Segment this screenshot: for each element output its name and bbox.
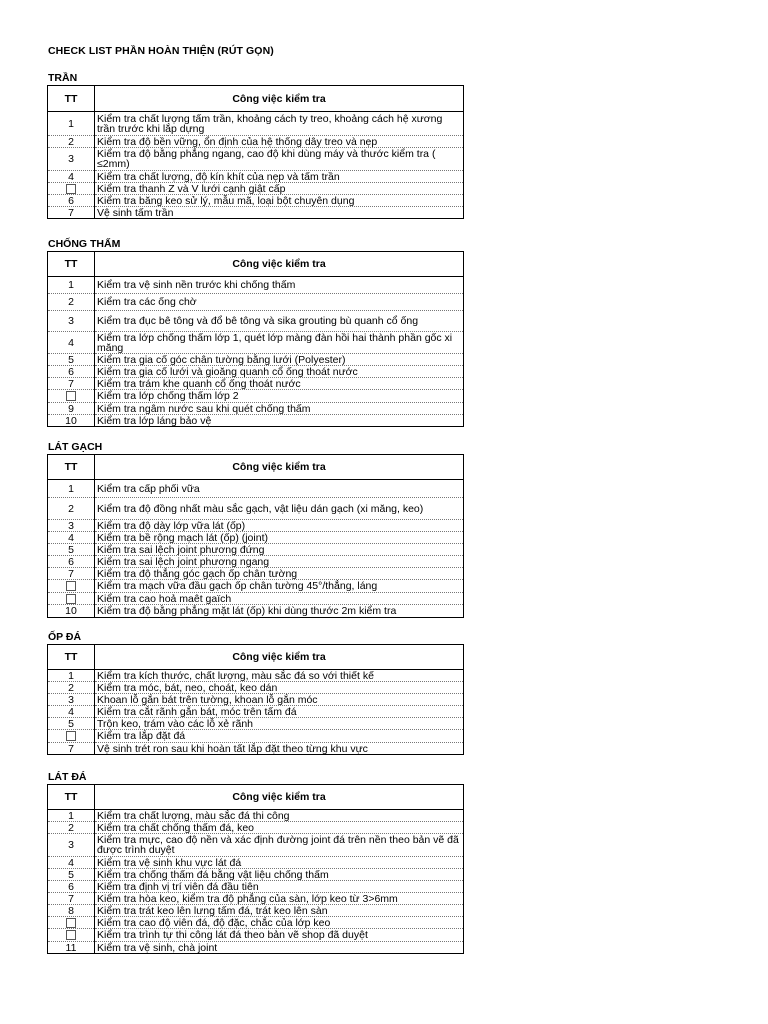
column-header-task: Công việc kiểm tra — [95, 455, 464, 480]
section-tran — [47, 71, 464, 219]
table-row — [48, 905, 464, 917]
section-chong-tham — [47, 237, 464, 427]
row-number — [48, 881, 95, 893]
table-row — [48, 822, 464, 834]
row-number — [48, 694, 95, 706]
row-number-text: 11 — [65, 941, 77, 954]
row-number — [48, 593, 95, 605]
row-number-text: 6 — [68, 194, 74, 207]
task-text: Kiểm tra chất chống thấm đá, keo — [95, 822, 464, 834]
column-header-task: Công việc kiểm tra — [95, 252, 464, 277]
row-number — [48, 605, 95, 618]
task-text: Kiểm tra cao độ viên đá, độ đặc, chắc của lớp keo — [95, 917, 464, 929]
page-title: CHECK LIST PHẦN HOÀN THIỆN (RÚT GỌN) — [48, 45, 274, 57]
table-row — [48, 498, 464, 520]
row-number — [48, 706, 95, 718]
row-number — [48, 195, 95, 207]
row-number — [48, 415, 95, 427]
row-number-text: 1 — [68, 669, 74, 682]
row-number — [48, 311, 95, 332]
task-text: Kiểm tra độ bền vững, ổn định của hệ thống dây treo và nẹp — [95, 136, 464, 148]
table-header-row — [48, 252, 464, 277]
row-number-text: 1 — [68, 279, 74, 291]
task-text: Kiểm tra lớp chống thấm lớp 1, quét lớp màng đàn hồi hai thành phần gốc xi măng — [95, 332, 464, 354]
table-row — [48, 568, 464, 580]
section-heading: CHỐNG THẤM — [48, 238, 121, 250]
task-text: Kiểm tra ngâm nước sau khi quét chống thấm — [95, 403, 464, 415]
table-row — [48, 207, 464, 219]
row-number-text: 3 — [68, 153, 74, 165]
task-text: Kiểm tra gia cố lưới và gioăng quanh cổ ống thoát nước — [95, 366, 464, 378]
table-row — [48, 869, 464, 881]
task-text: Kiểm tra chất lượng, màu sắc đá thi công — [95, 810, 464, 822]
section-heading: ỐP ĐÁ — [48, 631, 82, 643]
column-header-tt: TT — [48, 252, 95, 277]
section-heading: LÁT ĐÁ — [48, 771, 87, 783]
task-text: Kiểm tra vệ sinh nền trước khi chống thấm — [95, 277, 464, 294]
row-number-text: 1 — [68, 482, 74, 495]
table-row — [48, 706, 464, 718]
row-number — [48, 905, 95, 917]
table-row — [48, 378, 464, 390]
table-row — [48, 605, 464, 618]
task-text: Kiểm tra độ bằng phẳng mặt lát (ốp) khi dùng thước 2m kiểm tra — [95, 605, 464, 618]
checkbox-icon[interactable] — [66, 184, 76, 194]
row-number-text: 1 — [68, 117, 74, 130]
row-number-text: 5 — [68, 543, 74, 556]
row-number — [48, 354, 95, 366]
row-number-text: 2 — [68, 821, 74, 834]
row-number-text: 3 — [68, 839, 74, 851]
row-number-text: 7 — [68, 567, 74, 580]
table-row — [48, 929, 464, 942]
task-text: Kiểm tra chất lượng, độ kín khít của nẹp và tấm trần — [95, 171, 464, 183]
table-row — [48, 183, 464, 195]
row-number-text: 2 — [68, 135, 74, 148]
task-text: Kiểm tra trình tự thi công lát đá theo bản vẽ shop đã duyệt — [95, 929, 464, 942]
column-header-tt: TT — [48, 86, 95, 112]
row-number-text: 4 — [68, 856, 74, 869]
table-row — [48, 354, 464, 366]
row-number — [48, 580, 95, 593]
row-number-text: 3 — [68, 315, 74, 327]
table-row — [48, 311, 464, 332]
table-row — [48, 366, 464, 378]
row-number-text: 7 — [68, 892, 74, 905]
row-number — [48, 332, 95, 354]
table-row — [48, 580, 464, 593]
table-row — [48, 532, 464, 544]
table-row — [48, 480, 464, 498]
task-text: Kiểm tra vệ sinh, chà joint — [95, 942, 464, 954]
table-row — [48, 544, 464, 556]
table-row — [48, 682, 464, 694]
task-text: Kiểm tra chống thấm đá bằng vật liệu chống thấm — [95, 869, 464, 881]
task-text: Kiểm tra sai lệch joint phương đứng — [95, 544, 464, 556]
task-text: Kiểm tra thanh Z và V lưới cạnh giật cấp — [95, 183, 464, 195]
table-row — [48, 556, 464, 568]
row-number — [48, 822, 95, 834]
row-number-text: 4 — [68, 336, 74, 349]
row-number — [48, 148, 95, 171]
section-lat-gach — [47, 440, 464, 618]
task-text: Kiểm tra vệ sinh khu vực lát đá — [95, 857, 464, 869]
row-number — [48, 869, 95, 881]
row-number-text: 5 — [68, 868, 74, 881]
row-number-text: 6 — [68, 555, 74, 568]
table-header-row — [48, 455, 464, 480]
task-text: Kiểm tra cấp phối vữa — [95, 480, 464, 498]
row-number — [48, 929, 95, 942]
row-number-text: 2 — [68, 502, 74, 515]
table-row — [48, 195, 464, 207]
task-text: Kiểm tra lớp chống thấm lớp 2 — [95, 390, 464, 403]
task-text: Kiểm tra các ống chờ — [95, 294, 464, 311]
table-row — [48, 881, 464, 893]
row-number-text: 7 — [68, 742, 74, 755]
task-text: Kiểm tra móc, bát, neo, choát, keo dán — [95, 682, 464, 694]
column-header-tt: TT — [48, 455, 95, 480]
checkbox-icon[interactable] — [66, 918, 76, 928]
task-text: Kiểm tra mực, cao độ nền và xác định đường joint đá trên nền theo bản vẽ đã được trình duyệt — [95, 834, 464, 857]
row-number — [48, 277, 95, 294]
table-row — [48, 718, 464, 730]
row-number — [48, 857, 95, 869]
row-number — [48, 183, 95, 195]
task-text: Kiểm tra độ bằng phẳng ngang, cao độ khi dùng máy và thước kiểm tra ( ≤2mm) — [95, 148, 464, 171]
checklist-table — [47, 644, 464, 755]
row-number — [48, 390, 95, 403]
table-row — [48, 148, 464, 171]
task-text: Kiểm tra cao hoả maêt gaïch — [95, 593, 464, 605]
row-number-text: 9 — [68, 402, 74, 415]
column-header-tt: TT — [48, 785, 95, 810]
row-number-text: 6 — [68, 365, 74, 378]
table-row — [48, 593, 464, 605]
table-row — [48, 520, 464, 532]
task-text: Kiểm tra bề rộng mạch lát (ốp) (joint) — [95, 532, 464, 544]
task-text: Kiểm tra mạch vữa đầu gạch ốp chân tường 45°/thẳng, láng — [95, 580, 464, 593]
row-number — [48, 834, 95, 857]
row-number — [48, 520, 95, 532]
column-header-tt: TT — [48, 645, 95, 670]
task-text: Kiểm tra trát keo lên lưng tấm đá, trát keo lên sàn — [95, 905, 464, 917]
row-number — [48, 294, 95, 311]
checklist-table — [47, 251, 464, 427]
row-number — [48, 730, 95, 743]
row-number — [48, 670, 95, 682]
row-number — [48, 378, 95, 390]
section-heading: TRẦN — [48, 72, 78, 84]
checklist-table — [47, 454, 464, 618]
task-text: Kiểm tra hòa keo, kiểm tra độ phẳng của sàn, lớp keo từ 3>6mm — [95, 893, 464, 905]
checkbox-icon[interactable] — [66, 594, 76, 604]
task-text: Kiểm tra cắt rãnh gắn bát, móc trên tấm đá — [95, 706, 464, 718]
row-number-text: 8 — [68, 904, 74, 917]
table-row — [48, 332, 464, 354]
row-number — [48, 718, 95, 730]
row-number-text: 7 — [68, 377, 74, 390]
task-text: Kiểm tra độ thẳng góc gạch ốp chân tường — [95, 568, 464, 580]
row-number-text: 10 — [65, 414, 77, 427]
table-row — [48, 730, 464, 743]
task-text: Kiểm tra băng keo sử lý, mẫu mã, loại bột chuyên dụng — [95, 195, 464, 207]
row-number-text: 4 — [68, 531, 74, 544]
task-text: Kiểm tra định vị trí viên đá đầu tiên — [95, 881, 464, 893]
row-number-text: 7 — [68, 206, 74, 219]
row-number-text: 4 — [68, 705, 74, 718]
table-row — [48, 403, 464, 415]
task-text: Kiểm tra chất lượng tấm trần, khoảng cách ty treo, khoảng cách hệ xương trần trước khi lắp dựng — [95, 112, 464, 136]
row-number — [48, 480, 95, 498]
checkbox-icon[interactable] — [66, 731, 76, 741]
checkbox-icon[interactable] — [66, 581, 76, 591]
table-header-row — [48, 86, 464, 112]
table-row — [48, 415, 464, 427]
table-row — [48, 694, 464, 706]
task-text: Kiểm tra lắp đặt đá — [95, 730, 464, 743]
table-header-row — [48, 785, 464, 810]
task-text: Vệ sinh tấm trần — [95, 207, 464, 219]
section-lat-da — [47, 770, 464, 954]
row-number-text: 3 — [68, 519, 74, 532]
task-text: Kiểm tra kích thước, chất lượng, màu sắc đá so với thiết kế — [95, 670, 464, 682]
task-text: Khoan lỗ gắn bát trên tường, khoan lỗ gắn móc — [95, 694, 464, 706]
row-number — [48, 743, 95, 755]
row-number-text: 3 — [68, 693, 74, 706]
table-row — [48, 942, 464, 954]
row-number — [48, 403, 95, 415]
table-row — [48, 136, 464, 148]
checkbox-icon[interactable] — [66, 391, 76, 401]
task-text: Kiểm tra đục bê tông và đổ bê tông và sika grouting bù quanh cổ ống — [95, 311, 464, 332]
task-text: Kiểm tra độ đồng nhất màu sắc gạch, vật liệu dán gạch (xi măng, keo) — [95, 498, 464, 520]
row-number — [48, 366, 95, 378]
row-number-text: 5 — [68, 717, 74, 730]
row-number — [48, 532, 95, 544]
task-text: Kiểm tra độ dày lớp vữa lát (ốp) — [95, 520, 464, 532]
table-header-row — [48, 645, 464, 670]
row-number — [48, 917, 95, 929]
task-text: Kiểm tra trám khe quanh cổ ống thoát nước — [95, 378, 464, 390]
row-number-text: 6 — [68, 880, 74, 893]
row-number-text: 5 — [68, 353, 74, 366]
row-number-text: 2 — [68, 681, 74, 694]
column-header-task: Công việc kiểm tra — [95, 785, 464, 810]
table-row — [48, 112, 464, 136]
column-header-task: Công việc kiểm tra — [95, 86, 464, 112]
table-row — [48, 390, 464, 403]
checkbox-icon[interactable] — [66, 930, 76, 940]
task-text: Kiểm tra gia cố góc chân tường bằng lưới (Polyester) — [95, 354, 464, 366]
row-number — [48, 207, 95, 219]
table-row — [48, 171, 464, 183]
table-row — [48, 810, 464, 822]
row-number — [48, 682, 95, 694]
task-text: Kiểm tra lớp láng bảo vệ — [95, 415, 464, 427]
row-number — [48, 112, 95, 136]
checklist-table — [47, 85, 464, 219]
table-row — [48, 743, 464, 755]
table-row — [48, 893, 464, 905]
checklist-table — [47, 784, 464, 954]
row-number-text: 4 — [68, 170, 74, 183]
row-number — [48, 136, 95, 148]
section-op-da — [47, 630, 464, 755]
table-row — [48, 670, 464, 682]
row-number — [48, 544, 95, 556]
row-number-text: 2 — [68, 296, 74, 308]
row-number — [48, 556, 95, 568]
task-text: Kiểm tra sai lệch joint phương ngang — [95, 556, 464, 568]
table-row — [48, 917, 464, 929]
table-row — [48, 294, 464, 311]
row-number — [48, 568, 95, 580]
row-number-text: 10 — [65, 605, 77, 617]
column-header-task: Công việc kiểm tra — [95, 645, 464, 670]
row-number — [48, 810, 95, 822]
table-row — [48, 277, 464, 294]
task-text: Vệ sinh trét ron sau khi hoàn tất lắp đặt theo từng khu vực — [95, 743, 464, 755]
row-number — [48, 893, 95, 905]
row-number — [48, 942, 95, 954]
row-number — [48, 171, 95, 183]
section-heading: LÁT GẠCH — [48, 441, 103, 453]
task-text: Trộn keo, trám vào các lỗ xẻ rãnh — [95, 718, 464, 730]
table-row — [48, 834, 464, 857]
row-number-text: 1 — [68, 809, 74, 822]
row-number — [48, 498, 95, 520]
table-row — [48, 857, 464, 869]
